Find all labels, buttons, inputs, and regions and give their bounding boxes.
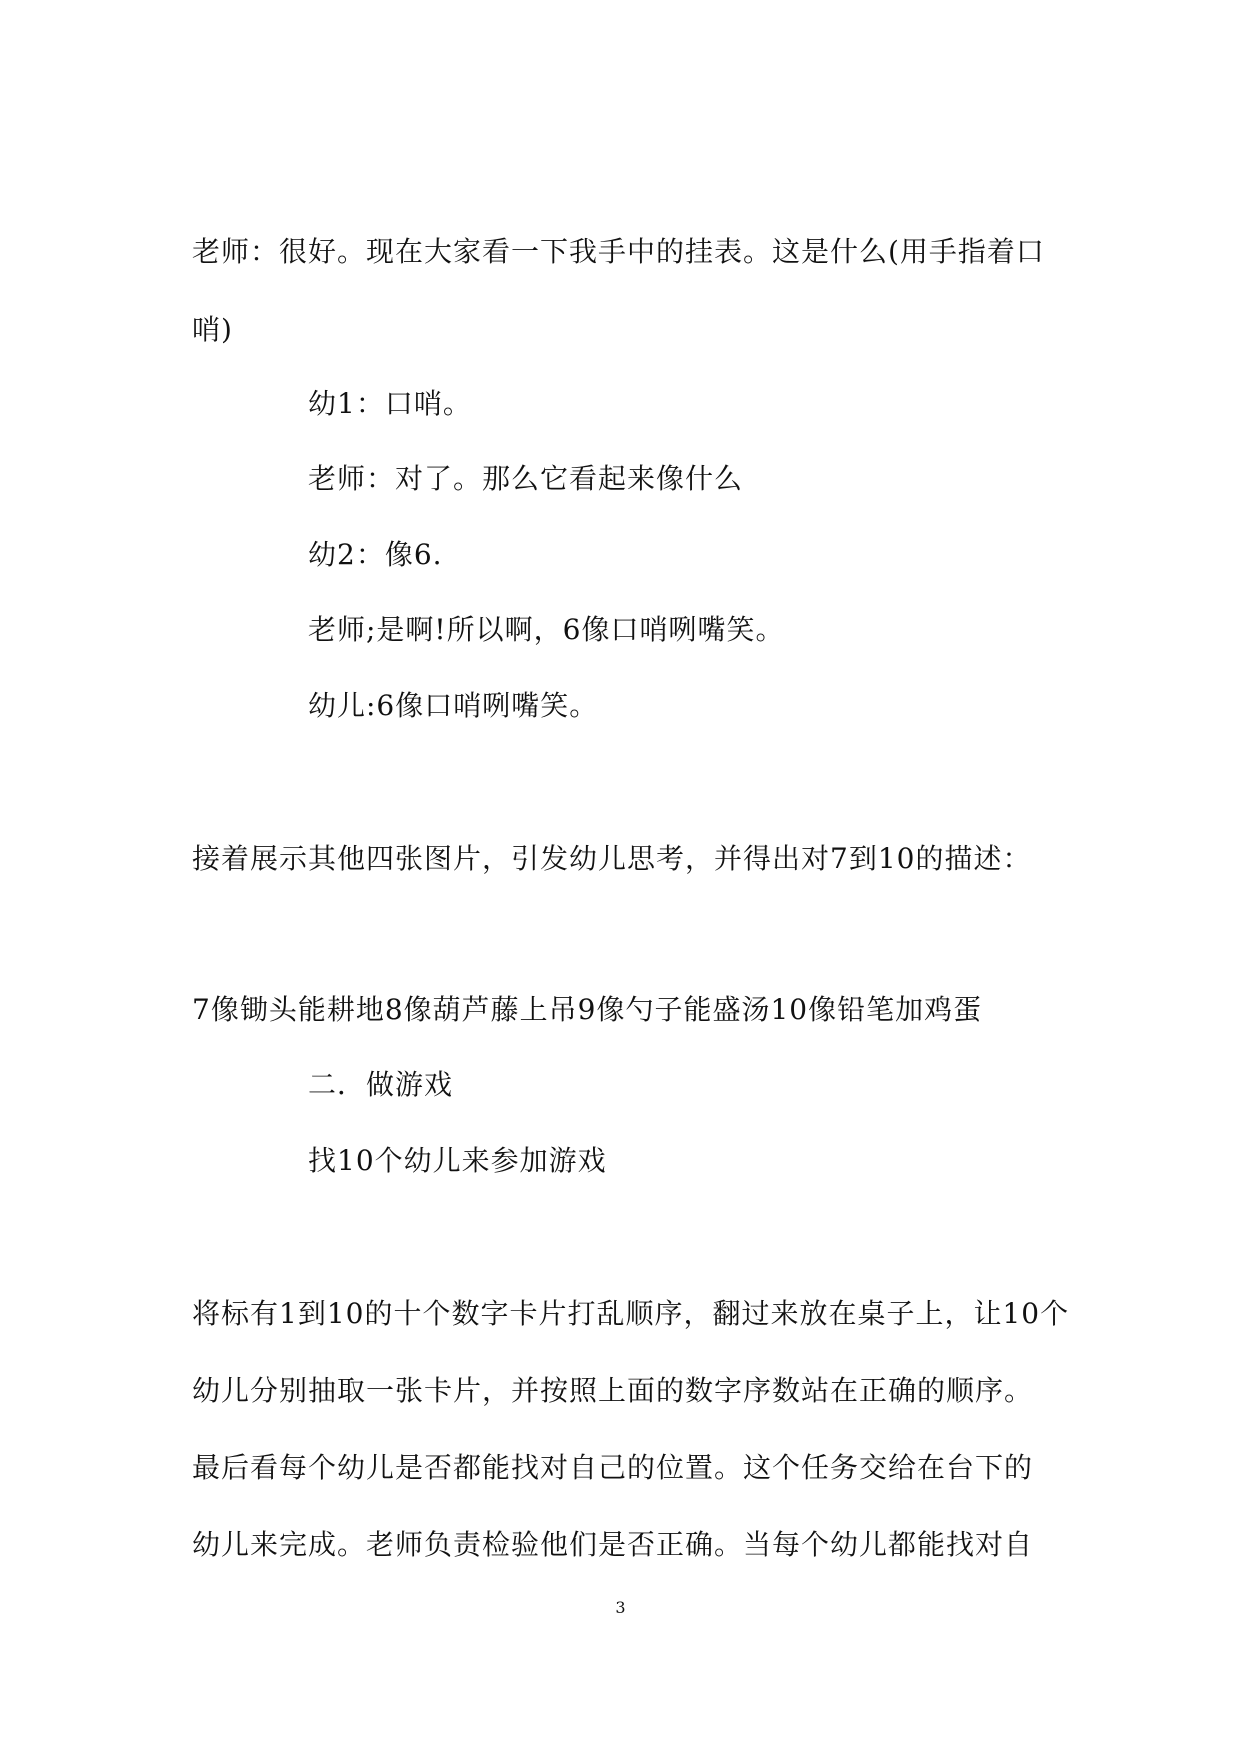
paragraph-line: 最后看每个幼儿是否都能找对自己的位置。这个任务交给在台下的 (192, 1451, 1034, 1484)
paragraph-line: 幼儿分别抽取一张卡片，并按照上面的数字序数站在正确的顺序。 (192, 1374, 1034, 1407)
dialogue-line: 老师：对了。那么它看起来像什么 (308, 462, 744, 495)
paragraph-line: 7像锄头能耕地8像葫芦藤上吊9像勺子能盛汤10像铅笔加鸡蛋 (192, 993, 983, 1026)
section-heading: 二．做游戏 (308, 1068, 454, 1101)
dialogue-line: 老师;是啊!所以啊，6像口哨咧嘴笑。 (308, 613, 785, 646)
dialogue-line: 幼1：口哨。 (308, 387, 472, 420)
paragraph-line: 哨) (192, 313, 233, 346)
paragraph-line: 找10个幼儿来参加游戏 (308, 1144, 607, 1177)
dialogue-line: 幼儿:6像口哨咧嘴笑。 (308, 689, 599, 722)
paragraph-line: 幼儿来完成。老师负责检验他们是否正确。当每个幼儿都能找对自 (192, 1528, 1034, 1561)
paragraph-line: 将标有1到10的十个数字卡片打乱顺序，翻过来放在桌子上，让10个 (192, 1297, 1070, 1330)
page-number: 3 (615, 1598, 626, 1617)
paragraph-line: 接着展示其他四张图片，引发幼儿思考，并得出对7到10的描述： (192, 842, 1032, 875)
dialogue-line: 幼2：像6. (308, 538, 443, 571)
paragraph-line: 老师：很好。现在大家看一下我手中的挂表。这是什么(用手指着口 (192, 235, 1045, 268)
